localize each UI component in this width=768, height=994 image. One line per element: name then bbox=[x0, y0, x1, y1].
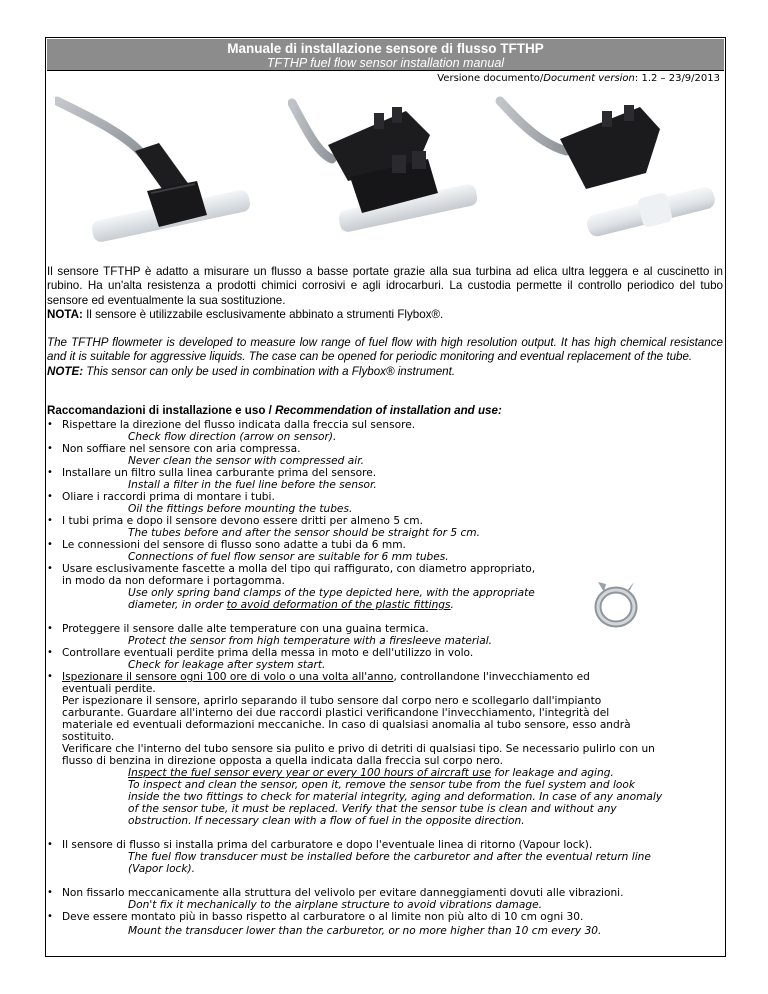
rec-en-3: Install a filter in the fuel line before the sensor. bbox=[128, 479, 377, 491]
rec-en-13: Mount the transducer lower than the carburetor, or no more higher than 10 cm every 30. bbox=[128, 925, 602, 937]
bullet: • bbox=[47, 671, 53, 682]
bullet: • bbox=[47, 419, 53, 430]
rec-it-10d: carburante. Guardare all'interno dei due raccordi plastici verificandone l'invecchiamento, l'integrità del bbox=[62, 707, 610, 719]
rec-en-4: Oil the fittings before mounting the tubes. bbox=[128, 503, 353, 515]
rec-en-10a: Inspect the fuel sensor every year or every 100 hours of aircraft use for leakage and aging. bbox=[128, 767, 614, 779]
rec-it-4: Oliare i raccordi prima di montare i tubi. bbox=[62, 491, 275, 503]
rec-it-10a: Ispezionare il sensore ogni 100 ore di volo o una volta all'anno, controllandone l'invecchiamento ed bbox=[62, 671, 590, 683]
rec-it-11: Il sensore di flusso si installa prima del carburatore e dopo l'eventuale linea di ritorno (Vapour lock). bbox=[62, 839, 593, 851]
title-bar bbox=[47, 39, 724, 71]
bullet: • bbox=[47, 839, 53, 850]
rec-en-10c: inside the two fittings to check for material integrity, aging and deformation. In case of any anomaly bbox=[128, 791, 663, 803]
rec-it-9: Controllare eventuali perdite prima della messa in moto e dell'utilizzo in volo. bbox=[62, 647, 474, 659]
intro-en: The TFTHP flowmeter is developed to measure low range of fuel flow with high resolution output. It has high chemical resistance and it is suitable for aggressive liquids. The case can be opened for periodic monitoring and eventual replacement of the tube. NOTE: This sensor can only be used in combination with a Flybox® instrument. bbox=[47, 336, 723, 378]
rec-it-12: Non fissarlo meccanicamente alla struttura del velivolo per evitare danneggiamenti dovuti alle vibrazioni. bbox=[62, 887, 624, 899]
rec-en-2: Never clean the sensor with compressed air. bbox=[128, 455, 364, 467]
rec-it-10b: eventuali perdite. bbox=[62, 683, 156, 695]
rec-en-7b: diameter, in order to avoid deformation of the plastic fittings. bbox=[128, 599, 454, 611]
document-version: Versione documento/Document version: 1.2 – 23/9/2013 bbox=[437, 73, 720, 84]
rec-en-11a: The fuel flow transducer must be installed before the carburetor and after the eventual return line bbox=[128, 851, 651, 863]
page-title: Manuale di installazione sensore di flusso TFTHP bbox=[227, 41, 544, 56]
rec-it-10c: Per ispezionare il sensore, aprirlo separando il tubo sensore dal corpo nero e scollegarlo dall'impianto bbox=[62, 695, 602, 707]
recommendations-title: Raccomandazioni di installazione e uso / Recommendation of installation and use: bbox=[47, 404, 502, 417]
rec-it-10e: materiale ed eventuali deformazioni meccaniche. In caso di qualsiasi anomalia al tubo sensore, esso andrà bbox=[62, 719, 631, 731]
rec-en-1: Check flow direction (arrow on sensor). bbox=[128, 431, 337, 443]
bullet: • bbox=[47, 647, 53, 658]
rec-it-10h: flusso di benzina in direzione opposta a quella indicata dalla freccia sul corpo nero. bbox=[62, 755, 504, 767]
rec-en-10d: of the sensor tube, it must be replaced. Verify that the sensor tube is clean and without any bbox=[128, 803, 617, 815]
rec-it-6: Le connessioni del sensore di flusso sono adatte a tubi da 6 mm. bbox=[62, 539, 406, 551]
rec-en-9: Check for leakage after system start. bbox=[128, 659, 326, 671]
sensor-photo-3 bbox=[490, 93, 720, 255]
rec-en-8: Protect the sensor from high temperature with a firesleeve material. bbox=[128, 635, 493, 647]
bullet: • bbox=[47, 467, 53, 478]
rec-it-7a: Usare esclusivamente fascette a molla del tipo qui raffigurato, con diametro appropriato, bbox=[62, 563, 536, 575]
rec-en-7a: Use only spring band clamps of the type depicted here, with the appropriate bbox=[128, 587, 535, 599]
rec-it-8: Proteggere il sensore dalle alte temperature con una guaina termica. bbox=[62, 623, 429, 635]
rec-it-10g: Verificare che l'interno del tubo sensore sia pulito e privo di detriti di qualsiasi tipo. Se necessario pulirlo con un bbox=[62, 743, 655, 755]
bullet: • bbox=[47, 887, 53, 898]
rec-en-10b: To inspect and clean the sensor, open it, remove the sensor tube from the fuel system and look bbox=[128, 779, 636, 791]
rec-it-7b: in modo da non deformare i portagomma. bbox=[62, 575, 285, 587]
bullet: • bbox=[47, 515, 53, 526]
bullet: • bbox=[47, 563, 53, 574]
rec-en-12: Don't fix it mechanically to the airplane structure to avoid vibrations damage. bbox=[128, 899, 542, 911]
sensor-photo-1 bbox=[55, 93, 270, 255]
rec-en-10e: obstruction. If necessary clean with a flow of fuel in the opposite direction. bbox=[128, 815, 525, 827]
rec-it-1: Rispettare la direzione del flusso indicata dalla freccia sul sensore. bbox=[62, 419, 416, 431]
rec-en-5: The tubes before and after the sensor should be straight for 5 cm. bbox=[128, 527, 480, 539]
spring-clamp-photo bbox=[590, 580, 642, 630]
rec-it-2: Non soffiare nel sensore con aria compressa. bbox=[62, 443, 301, 455]
bullet: • bbox=[47, 539, 53, 550]
page-subtitle: TFTHP fuel flow sensor installation manual bbox=[266, 56, 505, 70]
sensor-photo-2 bbox=[288, 93, 485, 255]
intro-it: Il sensore TFTHP è adatto a misurare un flusso a basse portate grazie alla sua turbina ad elica ultra leggera e al cuscinetto in rubino. Ha un'alta resistenza a prodotti chimici corrosivi e agli idrocarburi. La custodia permette il controllo periodico del tubo sensore ed eventualmente la sua sostituzione. NOTA: Il sensore è utilizzabile esclusivamente abbinato a strumenti Flybox®. bbox=[47, 265, 723, 321]
rec-it-3: Installare un filtro sulla linea carburante prima del sensore. bbox=[62, 467, 377, 479]
rec-it-10f: sostituito. bbox=[62, 731, 115, 743]
bullet: • bbox=[47, 443, 53, 454]
rec-it-13: Deve essere montato più in basso rispetto al carburatore o al limite non più alto di 10 cm ogni 30. bbox=[62, 911, 584, 923]
rec-en-11b: (Vapor lock). bbox=[128, 863, 196, 875]
rec-en-6: Connections of fuel flow sensor are suitable for 6 mm tubes. bbox=[128, 551, 449, 563]
bullet: • bbox=[47, 491, 53, 502]
bullet: • bbox=[47, 623, 53, 634]
bullet: • bbox=[47, 911, 53, 922]
rec-it-5: I tubi prima e dopo il sensore devono essere dritti per almeno 5 cm. bbox=[62, 515, 423, 527]
